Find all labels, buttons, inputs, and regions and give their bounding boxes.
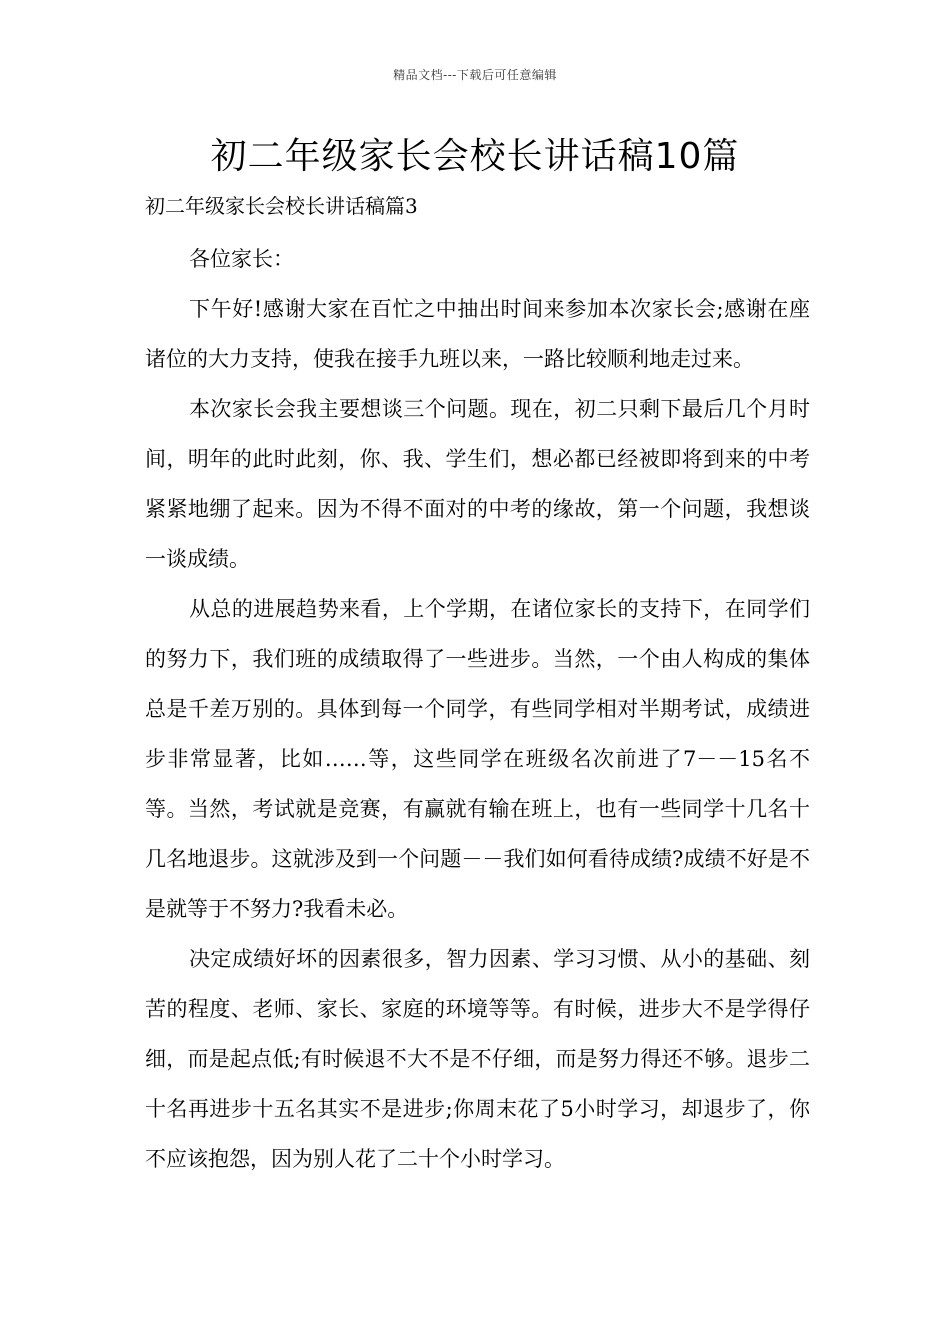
paragraph-topics: 本次家长会我主要想谈三个问题。现在，初二只剩下最后几个月时间，明年的此时此刻，你、我、学生们，想必都已经被即将到来的中考紧紧地绷了起来。因为不得不面对的中考的缘故，第一个问题，我想谈一谈成绩。 [145, 397, 810, 571]
paragraph-thanks: 下午好!感谢大家在百忙之中抽出时间来参加本次家长会;感谢在座诸位的大力支持，使我在接手九班以来，一路比较顺利地走过来。 [145, 297, 810, 371]
paragraph-greeting: 各位家长： [189, 247, 294, 271]
document-title: 初二年级家长会校长讲话稿10篇 [210, 136, 740, 177]
section-subtitle: 初二年级家长会校长讲话稿篇3 [145, 194, 418, 218]
body-text [145, 234, 810, 1184]
header-note: 精品文档---下载后可任意编辑 [393, 68, 557, 82]
paragraph-factors: 决定成绩好坏的因素很多，智力因素、学习习惯、从小的基础、刻苦的程度、老师、家长、家庭的环境等等。有时候，进步大不是学得仔细，而是起点低;有时候退不大不是不仔细，而是努力得还不够。退步二十名再进步十五名其实不是进步;你周末花了5小时学习，却退步了，你不应该抱怨，因为别人花了二十个小时学习。 [145, 947, 810, 1171]
paragraph-progress: 从总的进展趋势来看，上个学期，在诸位家长的支持下，在同学们的努力下，我们班的成绩取得了一些进步。当然，一个由人构成的集体总是千差万别的。具体到每一个同学，有些同学相对半期考试，成绩进步非常显著，比如……等，这些同学在班级名次前进了7－－15名不等。当然，考试就是竞赛，有赢就有输在班上，也有一些同学十几名十几名地退步。这就涉及到一个问题－－我们如何看待成绩?成绩不好是不是就等于不努力?我看未必。 [145, 597, 810, 921]
